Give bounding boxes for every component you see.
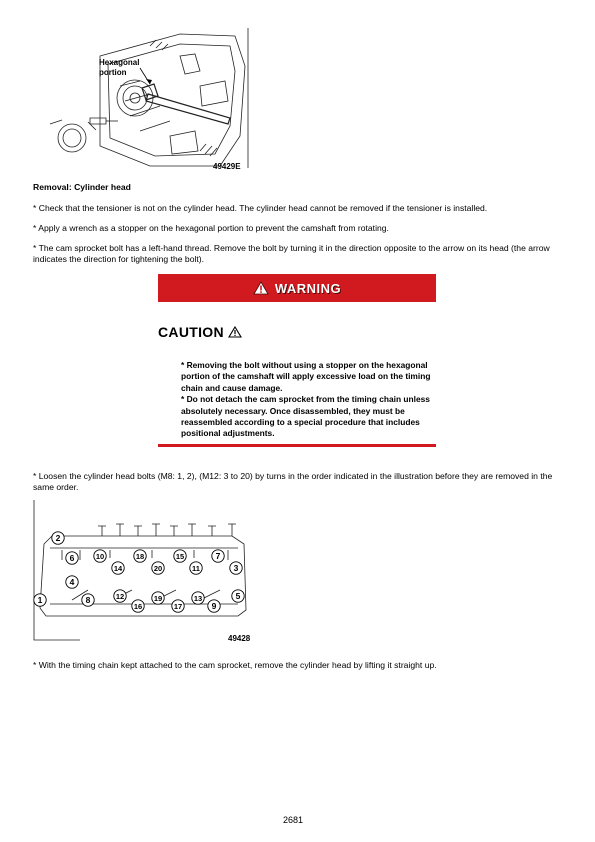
step-final — [33, 660, 563, 671]
bolt-number-4: 4 — [69, 577, 75, 587]
bolt-number-1: 1 — [37, 595, 43, 605]
bolt-number-6: 6 — [69, 553, 75, 563]
bolt-number-10: 10 — [95, 552, 105, 561]
bolt-number-7: 7 — [215, 551, 221, 561]
bolt-number-11: 11 — [192, 564, 200, 573]
step-1 — [33, 203, 563, 214]
step-2-text: Apply a wrench as a stopper on the hexagonal portion to prevent the camshaft from rotating. — [38, 223, 389, 233]
bolt-callout-3 — [230, 562, 242, 574]
caution-label: CAUTION — [158, 324, 224, 340]
bolt-callout-1 — [34, 594, 46, 606]
bolt-number-16: 16 — [133, 602, 143, 611]
bolt-callout-10 — [94, 550, 106, 562]
figure1-code: 49429E — [213, 162, 241, 171]
camshaft-wrench-illustration — [30, 26, 255, 178]
step-1-text: Check that the tensioner is not on the cylinder head. The cylinder head cannot be removed if the tensioner is installed. — [38, 203, 488, 213]
bolt-number-13: 13 — [193, 594, 203, 603]
bolt-callout-5 — [232, 590, 244, 602]
bolt-callout-19 — [152, 592, 164, 604]
bolt-callout-18 — [134, 550, 146, 562]
bolt-number-2: 2 — [55, 533, 61, 543]
step-loosen — [33, 471, 563, 493]
bolt-callout-12 — [114, 590, 126, 602]
bolt-callout-20 — [152, 562, 164, 574]
caution-heading — [158, 324, 242, 340]
bolt-callout-17 — [172, 600, 184, 612]
bolt-callout-7 — [212, 550, 224, 562]
bullet-star: * — [33, 223, 37, 233]
figure2-code: 49428 — [228, 634, 251, 643]
bullet-star: * — [33, 660, 37, 670]
caution-body — [181, 360, 443, 440]
bolt-callout-15 — [174, 550, 186, 562]
warning-banner — [158, 274, 436, 302]
step-loosen-text: Loosen the cylinder head bolts (M8: 1, 2), (M12: 3 to 20) by turns in the order indicated in the illustration before they are removed in the same order. — [33, 471, 553, 492]
bullet-star: * — [33, 243, 37, 253]
bolt-number-18: 18 — [135, 552, 145, 561]
bolt-callout-14 — [112, 562, 124, 574]
bolt-number-17: 17 — [173, 602, 183, 611]
step-3 — [33, 243, 563, 265]
bolt-callout-16 — [132, 600, 144, 612]
removal-heading: Removal: Cylinder head — [33, 182, 131, 192]
bullet-star: * — [33, 203, 37, 213]
bolt-number-3: 3 — [233, 563, 239, 573]
caution-item-1: * Removing the bolt without using a stopper on the hexagonal portion of the camshaft will apply excessive load on the timing chain and cause damage. — [181, 360, 431, 393]
bolt-callout-6 — [66, 552, 78, 564]
step-2 — [33, 223, 563, 234]
bolt-number-8: 8 — [85, 595, 91, 605]
bolt-number-20: 20 — [153, 564, 163, 573]
bolt-number-15: 15 — [175, 552, 185, 561]
hexagonal-label-line1: Hexagonal — [99, 58, 140, 67]
bolt-callout-13 — [192, 592, 204, 604]
bolt-callout-2 — [52, 532, 64, 544]
cylinder-head-bolt-diagram — [32, 500, 254, 646]
caution-divider — [158, 444, 436, 447]
step-3-text: The cam sprocket bolt has a left-hand thread. Remove the bolt by turning it in the direction opposite to the arrow on its head (the arrow indicates the direction for tightening the bolt). — [33, 243, 550, 264]
bolt-number-12: 12 — [115, 592, 125, 601]
bolt-callout-9 — [208, 600, 220, 612]
step-final-text: With the timing chain kept attached to the cam sprocket, remove the cylinder head by lifting it straight up. — [38, 660, 437, 670]
bolt-callout-8 — [82, 594, 94, 606]
hexagonal-label — [99, 58, 139, 78]
warning-triangle-icon — [253, 281, 269, 295]
bolt-callout-4 — [66, 576, 78, 588]
bullet-star: * — [33, 471, 37, 481]
caution-triangle-icon — [228, 326, 242, 338]
bolt-number-14: 14 — [113, 564, 123, 573]
bolt-number-9: 9 — [211, 601, 217, 611]
bolt-callout-11 — [190, 562, 202, 574]
bolt-number-19: 19 — [153, 594, 163, 603]
caution-item-2: * Do not detach the cam sprocket from the timing chain unless absolutely necessary. Once disassembled, they must be reassembled according to a special procedure that includes positional adjustments. — [181, 394, 430, 439]
bolt-number-5: 5 — [235, 591, 241, 601]
page-number: 2681 — [283, 815, 304, 825]
warning-label: WARNING — [274, 280, 342, 296]
hexagonal-label-line2: portion — [99, 68, 127, 77]
